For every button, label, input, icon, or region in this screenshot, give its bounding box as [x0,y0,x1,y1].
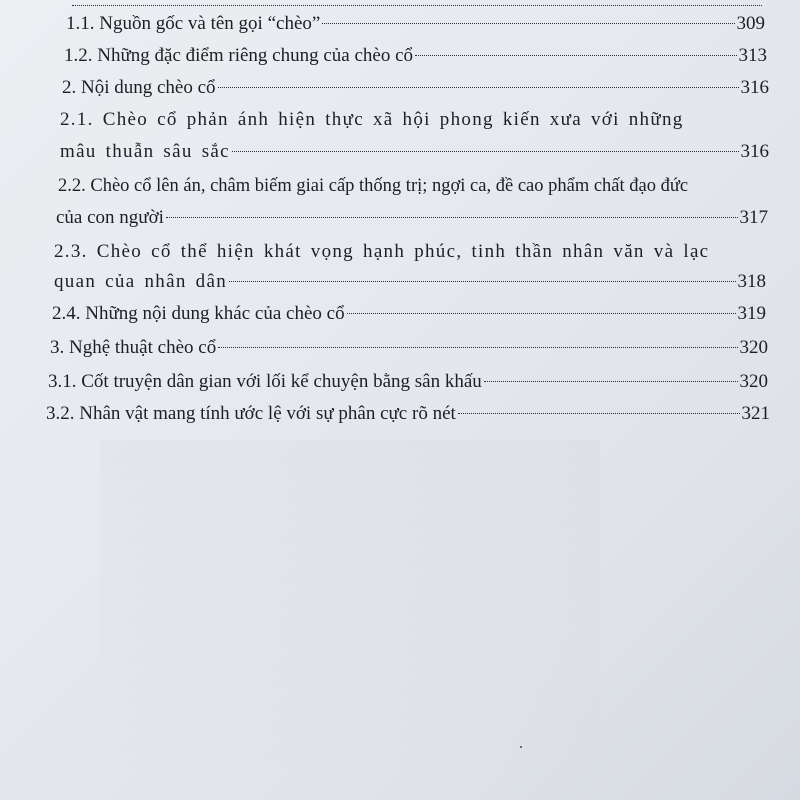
paper-speck [520,746,522,748]
toc-entry-2[interactable] [62,76,769,100]
toc-entry-2-3[interactable] [54,270,766,294]
toc-entry-title: 3.1. Cốt truyện dân gian với lối kể chuyện bằng sân khấu [48,371,482,392]
dot-leader [218,347,737,348]
toc-entry-title: 2.4. Những nội dung khác của chèo cổ [52,303,345,324]
toc-entry-2-4[interactable] [52,302,766,326]
toc-entry-title: 1.2. Những đặc điểm riêng chung của chèo cổ [64,45,414,66]
toc-entry-2-2-line1[interactable]: 2.2. Chèo cổ lên án, châm biếm giai cấp thống trị; ngợi ca, đề cao phẩm chất đạo đức [58,176,689,196]
toc-entry-title: mâu thuẫn sâu sắc [60,141,230,162]
toc-entry-2-1[interactable] [60,140,769,164]
dot-leader [232,151,739,152]
dot-leader [166,217,738,218]
toc-page-number: 316 [740,77,769,98]
toc-entry-2-1-line1[interactable]: 2.1. Chèo cổ phản ánh hiện thực xã hội phong kiến xưa với những [60,109,684,130]
toc-page-number: 309 [736,13,765,34]
toc-entry-title: 3.2. Nhân vật mang tính ước lệ với sự phân cực rõ nét [46,403,456,424]
dot-leader [415,55,736,56]
dot-leader [218,87,739,88]
toc-entry-title: quan của nhân dân [54,271,228,292]
dot-leader [229,281,735,282]
toc-entry-2-2[interactable] [56,206,768,230]
toc-page-number: 319 [737,303,766,324]
dot-leader [458,413,740,414]
toc-entry-3-1[interactable] [48,370,768,394]
dot-leader [322,23,734,24]
toc-page-number: 320 [739,337,768,358]
toc-entry-title: 3. Nghệ thuật chèo cổ [50,337,217,358]
toc-entry-1-1[interactable] [66,12,765,36]
toc-entry-title: 1.1. Nguồn gốc và tên gọi “chèo” [66,13,321,34]
dot-leader [347,313,736,314]
show-through-shading [100,440,600,780]
toc-page-number: 320 [739,371,768,392]
toc-entry-2-3-line1[interactable]: 2.3. Chèo cổ thể hiện khát vọng hạnh phúc, tinh thần nhân văn và lạc [54,241,710,262]
top-dotted-leader [72,0,762,6]
dot-leader [484,381,738,382]
toc-page-number: 318 [737,271,766,292]
toc-entry-title: 2. Nội dung chèo cổ [62,77,216,98]
toc-entry-3[interactable] [50,336,768,360]
toc-page-number: 321 [741,403,770,424]
toc-page-number: 317 [739,207,768,228]
toc-page-number: 316 [740,141,769,162]
toc-entry-title: của con người [56,207,164,228]
toc-page-number: 313 [738,45,767,66]
toc-entry-1-2[interactable] [64,44,767,68]
toc-entry-3-2[interactable] [46,402,770,426]
